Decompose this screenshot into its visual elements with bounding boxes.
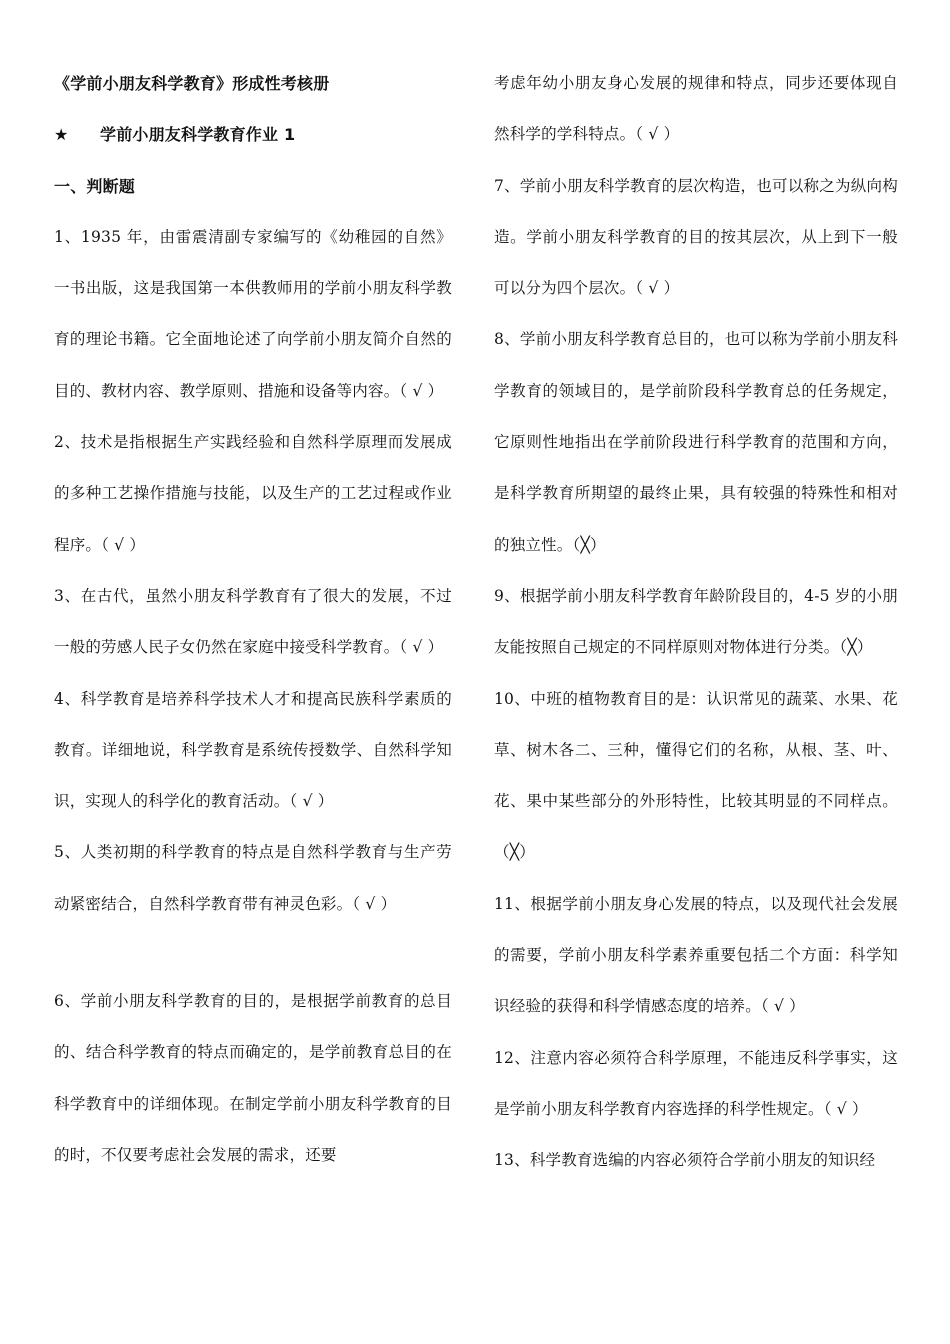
question-2: 2、技术是指根据生产实践经验和自然科学原理而发展成的多种工艺操作措施与技能，以及生产的工艺过程或作业程序。（ √ ） bbox=[54, 433, 452, 554]
question-9: 9、根据学前小朋友科学教育年龄阶段目的，4-5 岁的小朋友能按照自己规定的不同样原则对物体进行分类。（╳） bbox=[494, 586, 898, 657]
question-1: 1、1935 年，由雷震清副专家编写的《幼稚园的自然》一书出版，这是我国第一本供教师用的学前小朋友科学教育的理论书籍。它全面地论述了向学前小朋友简介自然的目的、教材内容、教学原则、措施和设备等内容。（ √ ） bbox=[54, 227, 452, 400]
question-10: 10、中班的植物教育目的是：认识常见的蔬菜、水果、花草、树木各二、三种，懂得它们的名称，从根、茎、叶、花、果中某些部分的外形特性，比较其明显的不同样点。（╳） bbox=[494, 689, 898, 862]
right-column bbox=[494, 58, 898, 1187]
question-4: 4、科学教育是培养科学技术人才和提高民族科学素质的教育。详细地说，科学教育是系统传授数学、自然科学知识，实现人的科学化的教育活动。（ √ ） bbox=[54, 689, 452, 811]
left-column bbox=[54, 58, 452, 1181]
question-7: 7、学前小朋友科学教育的层次构造，也可以称之为纵向构造。学前小朋友科学教育的目的按其层次，从上到下一般可以分为四个层次。（ √ ） bbox=[494, 176, 898, 298]
question-5: 5、人类初期的科学教育的特点是自然科学教育与生产劳动紧密结合，自然科学教育带有神灵色彩。（ √ ） bbox=[54, 843, 452, 913]
blank-gap bbox=[54, 930, 452, 976]
question-6-continued: 考虑年幼小朋友身心发展的规律和特点，同步还要体现自然科学的学科特点。（ √ ） bbox=[494, 74, 898, 144]
assignment-title: 学前小朋友科学教育作业 1 bbox=[100, 125, 296, 145]
section-heading: 一、判断题 bbox=[54, 176, 136, 196]
question-11: 11、根据学前小朋友身心发展的特点，以及现代社会发展的需要，学前小朋友科学素养重要包括二个方面：科学知识经验的获得和科学情感态度的培养。（ √ ） bbox=[494, 894, 898, 1016]
question-6: 6、学前小朋友科学教育的目的，是根据学前教育的总目的、结合科学教育的特点而确定的，是学前教育总目的在科学教育中的详细体现。在制定学前小朋友科学教育的目的时，不仅要考虑社会发展的需求，还要 bbox=[54, 992, 452, 1164]
star-icon: ★ bbox=[54, 125, 69, 145]
document-title: 《学前小朋友科学教育》形成性考核册 bbox=[54, 74, 330, 93]
question-13: 13、科学教育选编的内容必须符合学前小朋友的知识经 bbox=[494, 1151, 876, 1170]
question-8: 8、学前小朋友科学教育总目的，也可以称为学前小朋友科学教育的领域目的，是学前阶段科学教育总的任务规定，它原则性地指出在学前阶段进行科学教育的范围和方向，是科学教育所期望的最终止果，具有较强的特殊性和相对的独立性。（╳） bbox=[494, 330, 898, 554]
assignment-heading bbox=[54, 109, 452, 160]
question-12: 12、注意内容必须符合科学原理，不能违反科学事实，这是学前小朋友科学教育内容选择的科学性规定。（ √ ） bbox=[494, 1048, 898, 1118]
question-3: 3、在古代，虽然小朋友科学教育有了很大的发展，不过一般的劳感人民子女仍然在家庭中接受科学教育。（ √ ） bbox=[54, 586, 452, 657]
